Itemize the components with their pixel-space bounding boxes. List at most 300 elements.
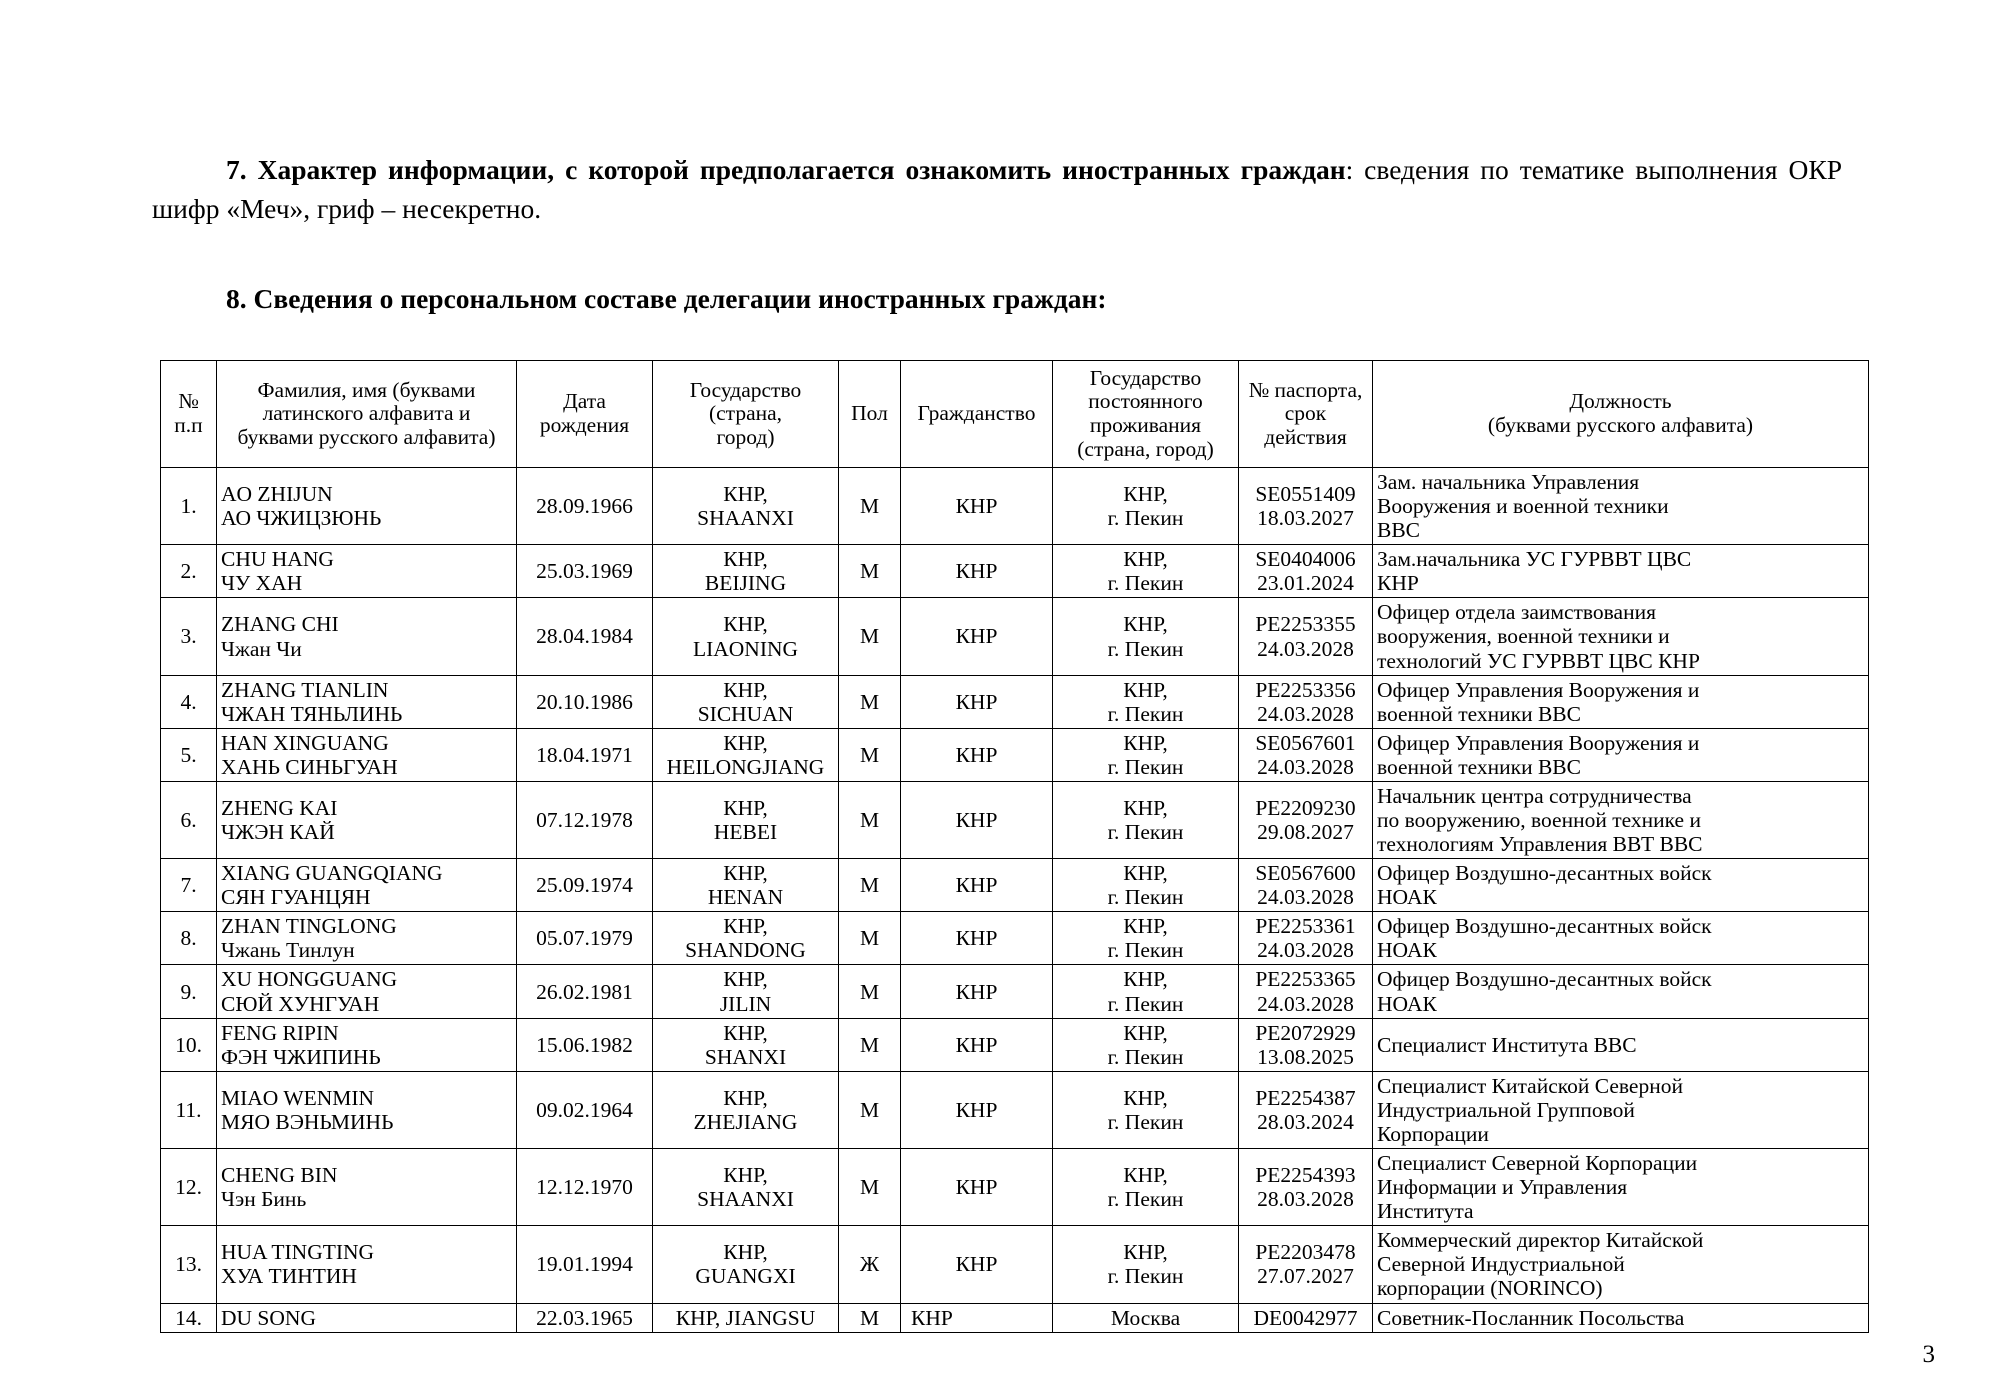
cell-name-line: ZHAN TINGLONG	[221, 914, 397, 939]
cell-number-line: 2.	[180, 559, 197, 584]
cell-passport-line: PE2253365	[1255, 967, 1356, 992]
cell-number	[161, 912, 217, 965]
cell-residence-line: КНР,	[1123, 967, 1168, 992]
cell-citizenship	[901, 912, 1053, 965]
col-header-name-line2: латинского алфавита и	[262, 401, 471, 426]
cell-position-line: Специалист Северной Корпорации	[1377, 1151, 1698, 1176]
cell-number-line: 12.	[175, 1175, 202, 1200]
cell-number	[161, 545, 217, 598]
cell-residence-line: КНР,	[1123, 1085, 1168, 1110]
cell-dob-line: 09.02.1964	[536, 1097, 633, 1122]
cell-residence	[1053, 598, 1239, 675]
cell-state-line: HENAN	[707, 885, 784, 910]
cell-number-line: 1.	[180, 494, 197, 519]
cell-residence-line: г. Пекин	[1107, 1044, 1184, 1069]
cell-passport-line: PE2203478	[1255, 1240, 1356, 1265]
col-header-passport-line3: действия	[1264, 424, 1347, 449]
cell-state	[653, 859, 839, 912]
cell-position-line: Информации и Управления	[1377, 1175, 1628, 1200]
cell-passport	[1239, 1226, 1373, 1303]
cell-citizenship-line: КНР	[955, 1097, 998, 1122]
cell-position-line: по вооружению, военной технике и	[1377, 808, 1701, 833]
table-row	[161, 1226, 1869, 1303]
col-header-dob-line1: Дата	[563, 389, 606, 414]
cell-position-line: Индустриальной Групповой	[1377, 1097, 1635, 1122]
cell-passport-line: DE0042977	[1253, 1305, 1358, 1330]
cell-dob-line: 07.12.1978	[536, 808, 633, 833]
cell-position-line: вооружения, военной техники и	[1377, 624, 1670, 649]
col-header-residence-line3: проживания	[1089, 413, 1202, 437]
table-header-row	[161, 361, 1869, 468]
cell-passport-line: SE0551409	[1255, 482, 1356, 507]
cell-passport-line: SE0567601	[1255, 730, 1356, 755]
cell-state-line: HEILONGJIANG	[666, 754, 825, 779]
cell-passport-line: 18.03.2027	[1257, 506, 1354, 531]
col-header-state-line3: город)	[716, 424, 775, 449]
cell-sex-line: М	[859, 873, 880, 898]
cell-dob	[517, 781, 653, 858]
cell-name-line: СЯН ГУАНЦЯН	[221, 885, 371, 910]
cell-position-line: Офицер Воздушно-десантных войск	[1377, 967, 1712, 992]
cell-sex-line: М	[859, 1305, 880, 1330]
cell-position-line: Специалист Института ВВС	[1377, 1032, 1637, 1057]
cell-dob	[517, 675, 653, 728]
cell-residence-line: КНР,	[1123, 1163, 1168, 1188]
cell-citizenship	[901, 781, 1053, 858]
cell-sex-line: М	[859, 979, 880, 1004]
cell-number	[161, 675, 217, 728]
col-header-citizenship: Гражданство	[901, 361, 1053, 468]
cell-position	[1373, 1226, 1869, 1303]
cell-position	[1373, 468, 1869, 545]
cell-sex	[839, 545, 901, 598]
cell-number	[161, 859, 217, 912]
cell-state-line: КНР,	[723, 730, 768, 755]
cell-number-line: 14.	[175, 1305, 202, 1330]
cell-name-line: ХАНЬ СИНЬГУАН	[221, 754, 398, 779]
cell-position-line: Корпорации	[1377, 1121, 1489, 1146]
cell-state	[653, 1303, 839, 1332]
cell-dob-line: 25.03.1969	[536, 559, 633, 584]
cell-dob-line: 28.04.1984	[536, 624, 633, 649]
cell-citizenship-line: КНР	[955, 494, 998, 519]
table-row	[161, 965, 1869, 1018]
cell-passport-line: 24.03.2028	[1257, 636, 1354, 661]
cell-position	[1373, 598, 1869, 675]
cell-position	[1373, 728, 1869, 781]
cell-residence-line: г. Пекин	[1107, 991, 1184, 1016]
cell-citizenship-line: КНР	[911, 1305, 953, 1330]
col-header-dob-line2: рождения	[539, 413, 630, 437]
cell-passport-line: PE2253356	[1255, 677, 1356, 702]
cell-residence	[1053, 1303, 1239, 1332]
cell-dob-line: 19.01.1994	[536, 1252, 633, 1277]
cell-dob	[517, 1018, 653, 1071]
cell-passport-line: PE2254387	[1255, 1085, 1356, 1110]
cell-state-line: JILIN	[719, 991, 772, 1016]
cell-state-line: SHAANXI	[697, 1187, 794, 1212]
cell-sex-line: М	[859, 926, 880, 951]
cell-state	[653, 545, 839, 598]
cell-residence-line: г. Пекин	[1107, 820, 1184, 845]
cell-dob-line: 26.02.1981	[536, 979, 633, 1004]
cell-state-line: HEBEI	[713, 820, 778, 845]
cell-residence-line: г. Пекин	[1107, 754, 1184, 779]
col-header-state-line1: Государство	[689, 377, 802, 402]
cell-sex	[839, 728, 901, 781]
cell-residence-line: КНР,	[1123, 1020, 1168, 1045]
cell-number	[161, 1149, 217, 1226]
cell-passport-line: PE2072929	[1255, 1020, 1356, 1045]
col-header-number-line2: п.п	[174, 413, 203, 437]
cell-position-line: технологиям Управления ВВТ ВВС	[1377, 832, 1703, 857]
col-header-residence	[1053, 361, 1239, 468]
col-header-passport-line2: срок	[1284, 401, 1327, 426]
col-header-name-line3: буквами русского алфавита)	[237, 424, 496, 449]
cell-position-line: Зам.начальника УС ГУРВВТ ЦВС	[1377, 547, 1692, 572]
cell-citizenship	[901, 1071, 1053, 1148]
cell-name	[217, 675, 517, 728]
cell-name-line: СЮЙ ХУНГУАН	[221, 991, 380, 1016]
cell-dob	[517, 912, 653, 965]
cell-name	[217, 1303, 517, 1332]
cell-name-line: DU SONG	[221, 1305, 316, 1330]
table-body	[161, 468, 1869, 1333]
cell-sex-line: М	[859, 689, 880, 714]
cell-number	[161, 781, 217, 858]
cell-passport-line: 27.07.2027	[1257, 1264, 1354, 1289]
cell-position	[1373, 859, 1869, 912]
cell-position-line: военной техники ВВС	[1377, 701, 1581, 726]
cell-citizenship-line: КНР	[955, 624, 998, 649]
cell-residence-line: КНР,	[1123, 1240, 1168, 1265]
cell-dob-line: 22.03.1965	[536, 1305, 633, 1330]
cell-number-line: 6.	[180, 808, 197, 833]
cell-name-line: XU HONGGUANG	[221, 967, 398, 992]
cell-name	[217, 781, 517, 858]
cell-dob	[517, 545, 653, 598]
cell-position-line: ВВС	[1377, 518, 1421, 543]
cell-name-line: ЧУ ХАН	[221, 571, 303, 596]
cell-residence-line: Москва	[1110, 1305, 1181, 1330]
cell-position-line: Советник-Посланник Посольства	[1377, 1305, 1685, 1330]
cell-position-line: Офицер Воздушно-десантных войск	[1377, 914, 1712, 939]
section-7-paragraph	[152, 150, 1842, 228]
cell-position	[1373, 1303, 1869, 1332]
cell-position-line: НОАК	[1377, 885, 1437, 910]
cell-passport	[1239, 545, 1373, 598]
cell-citizenship-line: КНР	[955, 979, 998, 1004]
cell-passport	[1239, 468, 1373, 545]
cell-name-line: АО ЧЖИЦЗЮНЬ	[221, 506, 382, 531]
cell-state	[653, 1149, 839, 1226]
cell-number	[161, 598, 217, 675]
cell-state-line: КНР,	[723, 547, 768, 572]
cell-residence-line: КНР,	[1123, 914, 1168, 939]
cell-name-line: ФЭН ЧЖИПИНЬ	[221, 1044, 381, 1069]
cell-passport-line: 28.03.2024	[1257, 1109, 1354, 1134]
cell-number-line: 5.	[180, 742, 197, 767]
cell-residence-line: КНР,	[1123, 795, 1168, 820]
cell-citizenship-line: КНР	[955, 808, 998, 833]
cell-passport-line: PE2253355	[1255, 612, 1356, 637]
cell-name-line: Чжань Тинлун	[221, 938, 355, 963]
cell-passport-line: 24.03.2028	[1257, 701, 1354, 726]
cell-passport	[1239, 675, 1373, 728]
table-row	[161, 545, 1869, 598]
cell-sex-line: Ж	[859, 1252, 880, 1277]
cell-dob	[517, 1071, 653, 1148]
cell-name-line: XIANG GUANGQIANG	[221, 861, 443, 886]
cell-position	[1373, 545, 1869, 598]
cell-name-line: МЯО ВЭНЬМИНЬ	[221, 1109, 394, 1134]
table-row	[161, 912, 1869, 965]
cell-name-line: ЧЖАН ТЯНЬЛИНЬ	[221, 701, 403, 726]
cell-residence-line: г. Пекин	[1107, 506, 1184, 531]
cell-state-line: КНР,	[723, 914, 768, 939]
cell-residence-line: КНР,	[1123, 677, 1168, 702]
cell-position-line: Северной Индустриальной	[1377, 1252, 1625, 1277]
cell-dob	[517, 1303, 653, 1332]
table-row	[161, 598, 1869, 675]
col-header-passport-line1: № паспорта,	[1248, 377, 1363, 402]
cell-dob-line: 28.09.1966	[536, 494, 633, 519]
cell-passport	[1239, 965, 1373, 1018]
cell-number-line: 8.	[180, 926, 197, 951]
cell-state	[653, 675, 839, 728]
cell-residence	[1053, 781, 1239, 858]
cell-passport-line: PE2254393	[1255, 1163, 1356, 1188]
cell-passport-line: PE2209230	[1255, 795, 1356, 820]
cell-position	[1373, 965, 1869, 1018]
cell-passport	[1239, 859, 1373, 912]
cell-sex	[839, 1018, 901, 1071]
cell-name	[217, 965, 517, 1018]
cell-position-line: КНР	[1377, 571, 1419, 596]
col-header-residence-line4: (страна, город)	[1077, 436, 1214, 461]
cell-passport	[1239, 598, 1373, 675]
cell-state-line: BEIJING	[704, 571, 787, 596]
cell-state	[653, 728, 839, 781]
section-8-heading: 8. Сведения о персональном составе делегации иностранных граждан:	[226, 283, 1107, 314]
cell-position-line: военной техники ВВС	[1377, 754, 1581, 779]
cell-sex	[839, 598, 901, 675]
cell-position-line: Вооружения и военной техники	[1377, 494, 1669, 519]
table-row	[161, 859, 1869, 912]
cell-residence-line: г. Пекин	[1107, 571, 1184, 596]
cell-sex	[839, 468, 901, 545]
cell-number	[161, 1071, 217, 1148]
cell-passport	[1239, 1303, 1373, 1332]
cell-name-line: MIAO WENMIN	[221, 1085, 375, 1110]
table-row	[161, 468, 1869, 545]
cell-name	[217, 1226, 517, 1303]
table-header	[161, 361, 1869, 468]
cell-passport	[1239, 1018, 1373, 1071]
cell-passport	[1239, 912, 1373, 965]
cell-sex-line: М	[859, 742, 880, 767]
col-header-state	[653, 361, 839, 468]
cell-citizenship-line: КНР	[955, 926, 998, 951]
cell-number	[161, 1018, 217, 1071]
cell-number-line: 4.	[180, 689, 197, 714]
col-header-name	[217, 361, 517, 468]
page-number: 3	[1922, 1341, 1935, 1368]
cell-sex-line: М	[859, 559, 880, 584]
cell-citizenship	[901, 1226, 1053, 1303]
cell-citizenship-line: КНР	[955, 742, 998, 767]
cell-passport-line: SE0567600	[1255, 861, 1356, 886]
cell-name-line: AO ZHIJUN	[221, 482, 333, 507]
cell-position	[1373, 675, 1869, 728]
cell-state-line: LIAONING	[692, 636, 799, 661]
cell-citizenship	[901, 1149, 1053, 1226]
cell-state	[653, 1018, 839, 1071]
cell-passport-line: 24.03.2028	[1257, 991, 1354, 1016]
cell-sex	[839, 1226, 901, 1303]
table-row	[161, 1018, 1869, 1071]
cell-number	[161, 965, 217, 1018]
cell-residence-line: г. Пекин	[1107, 701, 1184, 726]
cell-dob	[517, 598, 653, 675]
cell-state	[653, 598, 839, 675]
cell-state	[653, 965, 839, 1018]
col-header-position-line1: Должность	[1569, 389, 1672, 414]
cell-citizenship	[901, 965, 1053, 1018]
cell-state-line: КНР,	[723, 677, 768, 702]
cell-residence-line: г. Пекин	[1107, 1187, 1184, 1212]
cell-passport-line: SE0404006	[1255, 547, 1356, 572]
table-row	[161, 1071, 1869, 1148]
cell-residence	[1053, 1226, 1239, 1303]
cell-position-line: Офицер Управления Вооружения и	[1377, 730, 1700, 755]
cell-passport-line: 28.03.2028	[1257, 1187, 1354, 1212]
cell-residence-line: КНР,	[1123, 612, 1168, 637]
cell-state-line: SHAANXI	[697, 506, 794, 531]
cell-name-line: HUA TINGTING	[221, 1240, 375, 1265]
cell-passport-line: 29.08.2027	[1257, 820, 1354, 845]
cell-residence-line: г. Пекин	[1107, 1264, 1184, 1289]
cell-dob-line: 05.07.1979	[536, 926, 633, 951]
cell-number	[161, 1303, 217, 1332]
col-header-number	[161, 361, 217, 468]
col-header-sex: Пол	[839, 361, 901, 468]
cell-citizenship-line: КНР	[955, 559, 998, 584]
table-row	[161, 1303, 1869, 1332]
cell-position-line: Офицер Воздушно-десантных войск	[1377, 861, 1712, 886]
cell-sex-line: М	[859, 1175, 880, 1200]
cell-state	[653, 1071, 839, 1148]
delegation-table-wrapper	[160, 360, 1868, 1333]
cell-number-line: 9.	[180, 979, 197, 1004]
cell-citizenship	[901, 859, 1053, 912]
cell-name-line: Чэн Бинь	[221, 1187, 307, 1212]
cell-sex	[839, 1149, 901, 1226]
cell-name-line: HAN XINGUANG	[221, 730, 389, 755]
cell-name	[217, 912, 517, 965]
cell-name	[217, 728, 517, 781]
cell-residence-line: г. Пекин	[1107, 636, 1184, 661]
cell-residence	[1053, 1149, 1239, 1226]
table-row	[161, 1149, 1869, 1226]
cell-name-line: ХУА ТИНТИН	[221, 1264, 357, 1289]
cell-state	[653, 1226, 839, 1303]
cell-dob	[517, 728, 653, 781]
cell-passport-line: 13.08.2025	[1257, 1044, 1354, 1069]
cell-position	[1373, 912, 1869, 965]
cell-dob-line: 12.12.1970	[536, 1175, 633, 1200]
cell-number-line: 10.	[175, 1032, 202, 1057]
cell-dob	[517, 1226, 653, 1303]
cell-name	[217, 1071, 517, 1148]
col-header-state-line2: (страна,	[708, 401, 783, 426]
cell-state-line: КНР,	[723, 861, 768, 886]
cell-number-line: 7.	[180, 873, 197, 898]
cell-residence-line: г. Пекин	[1107, 1109, 1184, 1134]
cell-name-line: ZHANG CHI	[221, 612, 339, 637]
cell-position	[1373, 1149, 1869, 1226]
cell-sex	[839, 1071, 901, 1148]
cell-residence	[1053, 675, 1239, 728]
cell-position	[1373, 781, 1869, 858]
section-7-text	[152, 150, 1842, 228]
cell-dob-line: 18.04.1971	[536, 742, 633, 767]
cell-passport	[1239, 781, 1373, 858]
cell-number-line: 11.	[175, 1097, 202, 1122]
cell-number-line: 3.	[180, 624, 197, 649]
cell-state-line: КНР,	[723, 482, 768, 507]
cell-position-line: корпорации (NORINCO)	[1377, 1276, 1603, 1301]
cell-name-line: Чжан Чи	[221, 636, 302, 661]
cell-citizenship	[901, 1018, 1053, 1071]
cell-state-line: КНР,	[723, 1085, 768, 1110]
cell-name	[217, 598, 517, 675]
cell-dob	[517, 468, 653, 545]
cell-name-line: FENG RIPIN	[221, 1020, 339, 1045]
cell-sex-line: М	[859, 1097, 880, 1122]
cell-number	[161, 1226, 217, 1303]
table-row	[161, 675, 1869, 728]
cell-position	[1373, 1071, 1869, 1148]
cell-citizenship-line: КНР	[955, 1175, 998, 1200]
cell-name-line: ЧЖЭН КАЙ	[221, 820, 335, 845]
cell-name	[217, 1149, 517, 1226]
cell-position-line: Офицер Управления Вооружения и	[1377, 677, 1700, 702]
cell-passport	[1239, 728, 1373, 781]
cell-number	[161, 728, 217, 781]
cell-state	[653, 468, 839, 545]
col-header-number-line1: №	[178, 389, 199, 414]
cell-position-line: НОАК	[1377, 991, 1437, 1016]
section-7-bold-lead: 7. Характер информации, с которой предполагается ознакомить иностранных граждан	[226, 154, 1346, 185]
cell-position-line: Офицер отдела заимствования	[1377, 600, 1656, 625]
cell-residence-line: КНР,	[1123, 547, 1168, 572]
cell-residence-line: г. Пекин	[1107, 885, 1184, 910]
cell-sex	[839, 1303, 901, 1332]
cell-position-line: Института	[1377, 1199, 1474, 1224]
cell-citizenship	[901, 545, 1053, 598]
cell-dob	[517, 965, 653, 1018]
cell-state-line: КНР,	[723, 1163, 768, 1188]
cell-passport-line: 23.01.2024	[1257, 571, 1354, 596]
cell-state-line: GUANGXI	[695, 1264, 796, 1289]
cell-citizenship	[901, 728, 1053, 781]
cell-name-line: CHENG BIN	[221, 1163, 338, 1188]
col-header-position-line2: (буквами русского алфавита)	[1487, 413, 1754, 437]
cell-number	[161, 468, 217, 545]
cell-citizenship	[901, 468, 1053, 545]
cell-residence	[1053, 728, 1239, 781]
